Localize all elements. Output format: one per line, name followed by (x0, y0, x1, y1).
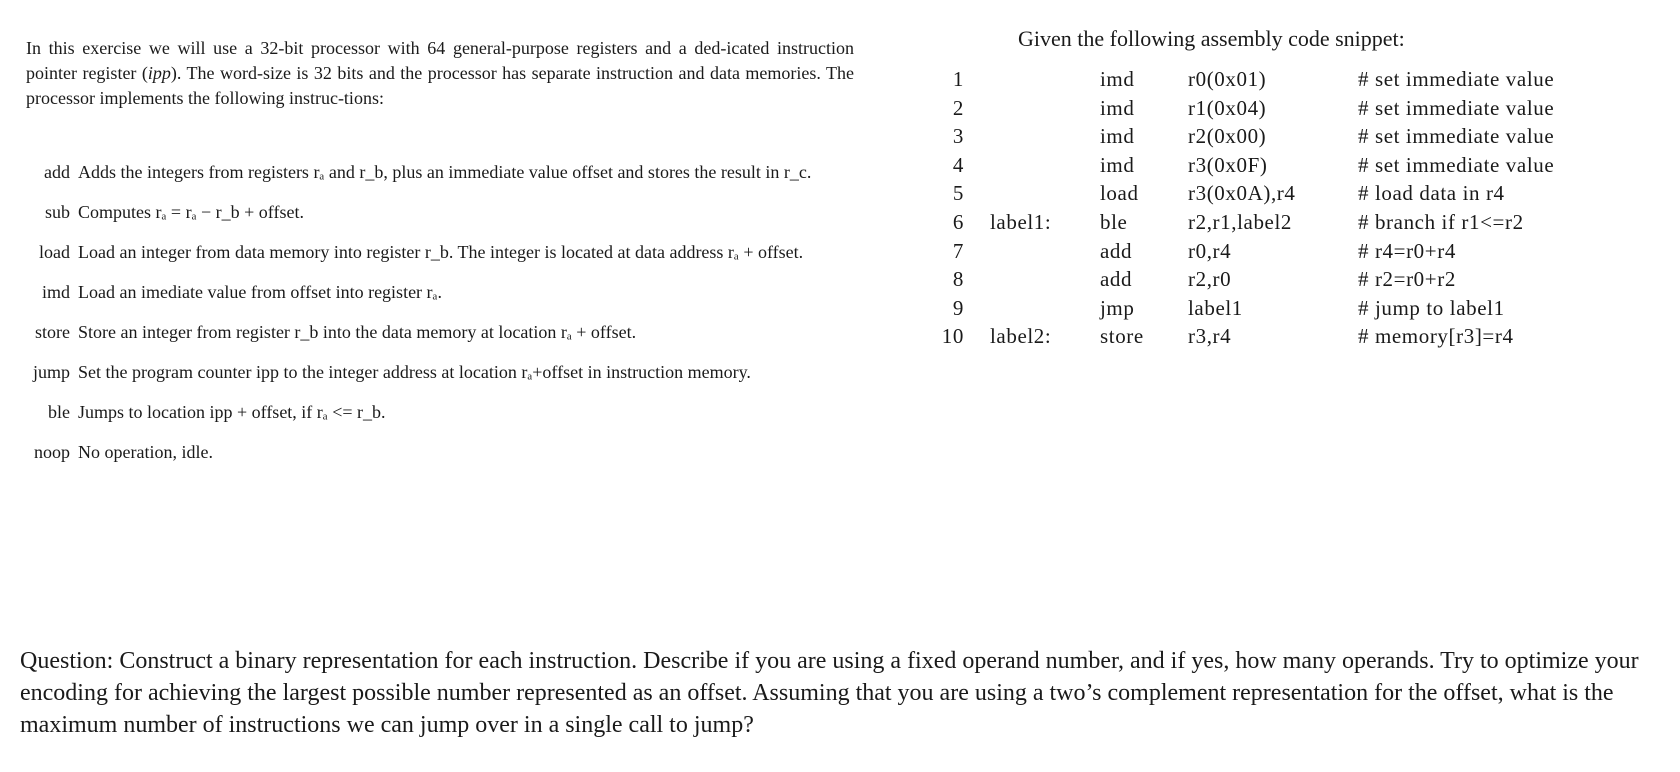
intro-text-1: In this exercise we will use a 32-bit processor with 64 general-purpose registers and a ded-icated instruction pointer register ( (26, 38, 854, 83)
line-args: r1(0x04) (1188, 95, 1267, 120)
line-opcode: imd (1100, 95, 1135, 120)
intro-text-2: ). The word-size is 32 bits and the processor has separate instruction and data memories. The processor implements the following instruc-tions: (26, 63, 855, 108)
code-title: Given the following assembly code snippet: (1018, 26, 1405, 51)
def-term: add (44, 162, 70, 182)
code-line (920, 67, 1660, 96)
line-opcode: imd (1100, 152, 1135, 177)
line-label: label2: (990, 324, 1052, 349)
code-line (920, 124, 1660, 153)
line-opcode: store (1100, 324, 1144, 349)
line-args: r0,r4 (1188, 238, 1232, 263)
def-term: noop (34, 442, 70, 462)
intro-paragraph (26, 36, 854, 111)
line-args: r3(0x0A),r4 (1188, 181, 1296, 206)
def-sub (18, 200, 858, 225)
line-number: 5 (952, 181, 964, 206)
def-desc: Jumps to location ipp + offset, if rₐ <= r_b. (78, 402, 386, 422)
line-label: label1: (990, 209, 1052, 234)
line-args: r2(0x00) (1188, 124, 1267, 149)
code-line (920, 324, 1660, 353)
def-noop (18, 440, 858, 465)
line-number: 2 (952, 95, 964, 120)
line-opcode: imd (1100, 67, 1135, 91)
line-comment: # set immediate value (1358, 124, 1555, 149)
line-comment: # branch if r1<=r2 (1358, 209, 1524, 234)
line-number: 4 (952, 152, 964, 177)
line-comment: # r4=r0+r4 (1358, 238, 1456, 263)
line-number: 7 (952, 238, 964, 263)
line-args: r0(0x01) (1188, 67, 1267, 91)
line-opcode: imd (1100, 124, 1135, 149)
line-args: r2,r1,label2 (1188, 209, 1292, 234)
def-desc: Load an integer from data memory into register r_b. The integer is located at data address rₐ + offset. (78, 242, 804, 262)
line-comment: # set immediate value (1358, 152, 1555, 177)
def-desc: Adds the integers from registers rₐ and r_b, plus an immediate value offset and stores the result in r_c. (78, 162, 812, 182)
def-store (18, 320, 858, 345)
def-desc: Store an integer from register r_b into the data memory at location rₐ + offset. (78, 322, 637, 342)
line-args: r3,r4 (1188, 324, 1232, 349)
question-text: Question: Construct a binary representation for each instruction. Describe if you are using a fixed operand number, and if yes, how many operands. Try to optimize your encoding for achieving the largest possible number represented as an offset. Assuming that you are using a two’s complement representation for the offset, what is the maximum number of instructions we can jump over in a single call to jump? (20, 648, 1639, 738)
line-comment: # jump to label1 (1358, 295, 1505, 320)
def-load (18, 240, 858, 265)
def-desc: Load an imediate value from offset into register rₐ. (78, 282, 442, 302)
def-desc: Computes rₐ = rₐ − r_b + offset. (78, 202, 304, 222)
def-add (18, 160, 858, 185)
def-term: store (35, 322, 70, 342)
code-line (920, 239, 1660, 268)
line-opcode: add (1100, 267, 1133, 292)
def-term: load (39, 242, 70, 262)
line-number: 8 (952, 267, 964, 292)
line-comment: # set immediate value (1358, 67, 1555, 91)
line-comment: # memory[r3]=r4 (1358, 324, 1514, 349)
def-term: sub (44, 202, 70, 222)
line-number: 3 (952, 124, 964, 149)
def-desc: Set the program counter ipp to the integer address at location rₐ+offset in instruction memory. (78, 362, 751, 382)
code-line (920, 267, 1660, 296)
line-args: r2,r0 (1188, 267, 1232, 292)
line-comment: # r2=r0+r2 (1358, 267, 1456, 292)
code-line (920, 210, 1660, 239)
def-desc: No operation, idle. (78, 442, 213, 462)
line-comment: # load data in r4 (1358, 181, 1505, 206)
def-term: imd (41, 282, 70, 302)
instruction-definitions (18, 160, 858, 465)
line-number: 10 (941, 324, 964, 349)
code-line (920, 181, 1660, 210)
line-opcode: load (1100, 181, 1139, 206)
line-args: label1 (1188, 295, 1243, 320)
code-listing (920, 67, 1660, 353)
def-term: ble (48, 402, 70, 422)
line-number: 1 (952, 67, 964, 91)
line-comment: # set immediate value (1358, 95, 1555, 120)
code-line (920, 153, 1660, 182)
def-term: jump (32, 362, 70, 382)
line-args: r3(0x0F) (1188, 152, 1268, 177)
line-opcode: jmp (1100, 295, 1135, 320)
code-line (920, 296, 1660, 325)
def-imd (18, 280, 858, 305)
def-jump (18, 360, 858, 385)
line-opcode: add (1100, 238, 1133, 263)
def-ble (18, 400, 858, 425)
intro-ipp: ipp (147, 63, 171, 83)
line-number: 9 (952, 295, 964, 320)
line-opcode: ble (1100, 209, 1128, 234)
line-number: 6 (952, 209, 964, 234)
code-line (920, 96, 1660, 125)
